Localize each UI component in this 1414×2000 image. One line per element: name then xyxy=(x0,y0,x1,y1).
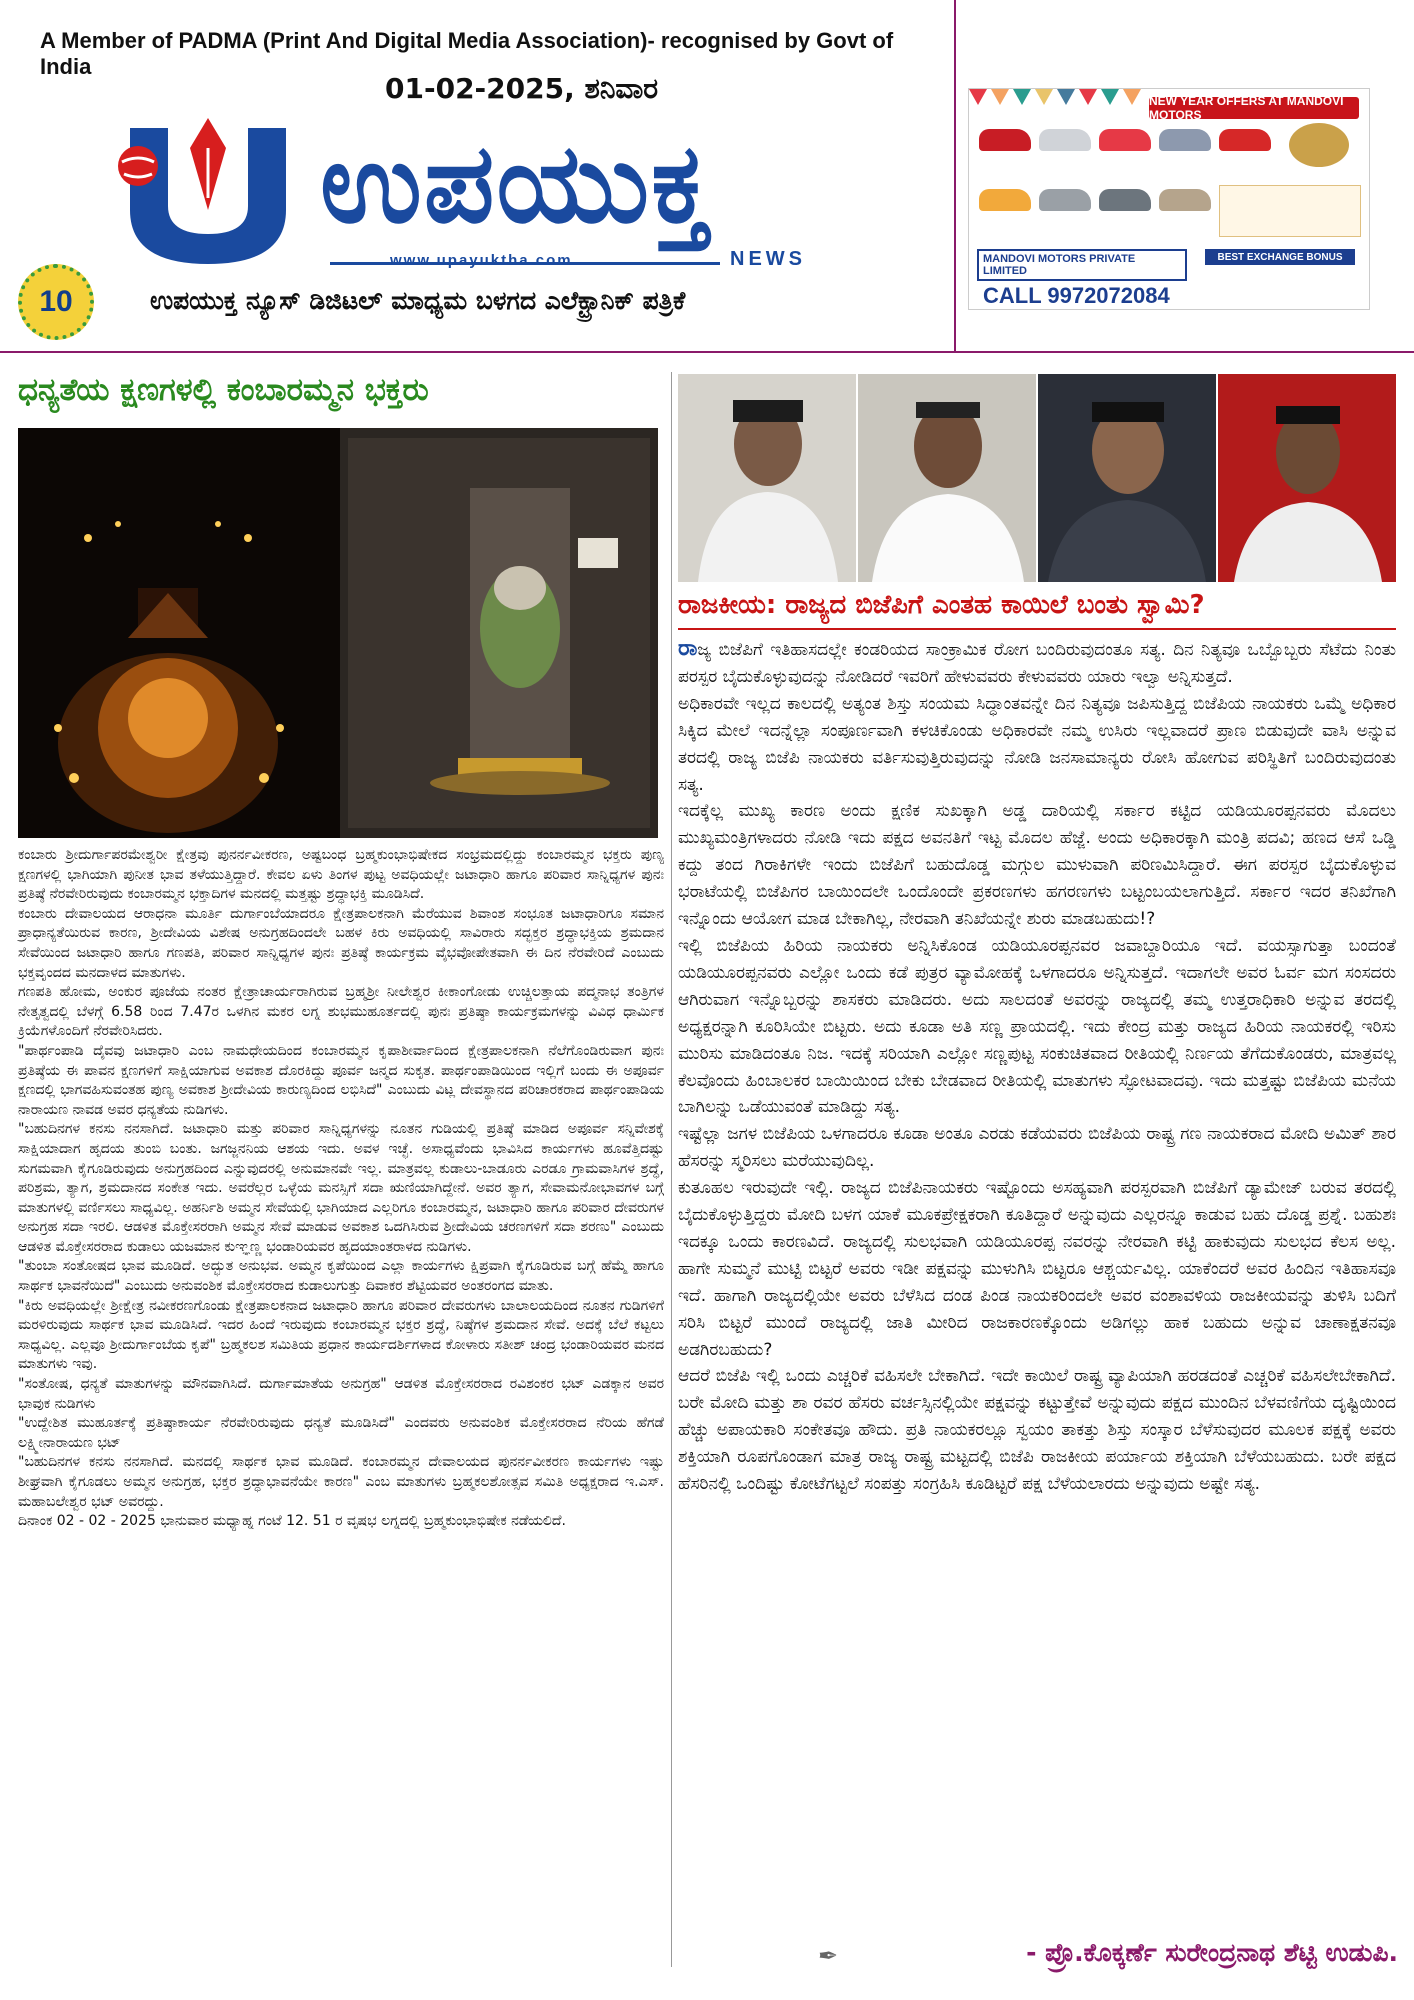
paragraph: "ಬಹುದಿನಗಳ ಕನಸು ನನಸಾಗಿದೆ. ಮನದಲ್ಲಿ ಸಾರ್ಥಕ ಭಾವ ಮೂಡಿದೆ. ಕಂಬಾರಮ್ಮನ ದೇವಾಲಯದ ಪುನರ್ನವೀಕರಣ ಕಾರ್ಯಗಳು ಇಷ್ಟು ಶೀಘ್ರವಾಗಿ ಕೈಗೂಡಲು ಅಮ್ಮನ ಅನುಗ್ರಹ, ಭಕ್ತರ ಶ್ರದ್ಧಾಭಾವನೆಯೇ ಕಾರಣ" ಎಂಬ ಮಾತುಗಳು ಬ್ರಹ್ಮಕಲಶೋತ್ಸವ ಸಮಿತಿ ಅಧ್ಯಕ್ಷರಾದ ಇ.ಎಸ್. ಮಹಾಬಲೇಶ್ವರ ಭಟ್ ಅವರದ್ದು. xyxy=(18,1454,664,1510)
portrait-photo xyxy=(1218,374,1396,582)
paragraph: "ಪಾರ್ಥಂಪಾಡಿ ದೈವವು ಜಟಾಧಾರಿ ಎಂಬ ನಾಮಧೇಯದಿಂದ ಕಂಬಾರಮ್ಮನ ಕೃಪಾಶೀರ್ವಾದಿಂದ ಕ್ಷೇತ್ರಪಾಲಕನಾಗಿ ನೆಲೆಗೊಂಡಿರುವಾಗ ಪುನಃ ಪ್ರತಿಷ್ಠೆಯ ಈ ಪಾವನ ಕ್ಷಣಗಳಿಗೆ ಸಾಕ್ಷಿಯಾಗುವ ಅವಕಾಶ ದೊರಕಿದ್ದು ಪೂರ್ವ ಜನ್ಮದ ಸುಕೃತ. ಪಾರ್ಥಂಪಾಡಿಯಿಂದ ಇಲ್ಲಿಗೆ ಬಂದು ಈ ಅಪೂರ್ವ ಕ್ಷಣದಲ್ಲಿ ಭಾಗವಹಿಸುವಂತಹ ಪುಣ್ಯ ಅವಕಾಶ ಶ್ರೀದೇವಿಯ ಕಾರುಣ್ಯದಿಂದ ಲಭಿಸಿದೆ" ಎಂಬುದು ವಿಟ್ಲ ದೇವಸ್ಥಾನದ ಪರಿಚಾರಕರಾದ ಪಾರ್ಥಂಪಾಡಿಯ ನಾರಾಯಣ ನಾವಡ ಅವರ ಧನ್ಯತೆಯ ನುಡಿಗಳು. xyxy=(18,1042,664,1118)
paragraph: ಆದರೆ ಬಿಜೆಪಿ ಇಲ್ಲಿ ಒಂದು ಎಚ್ಚರಿಕೆ ವಹಿಸಲೇ ಬೇಕಾಗಿದೆ. ಇದೇ ಕಾಯಿಲೆ ರಾಷ್ಟ್ರ ವ್ಯಾಪಿಯಾಗಿ ಹರಡದಂತೆ ಎಚ್ಚರಿಕೆ ವಹಿಸಲೇಬೇಕಾಗಿದೆ. ಬರೇ ಮೋದಿ ಮತ್ತು ಶಾ ರವರ ಹೆಸರು ವರ್ಚಸ್ಸಿನಲ್ಲಿಯೇ ಪಕ್ಷವನ್ನು ಕಟ್ಟುತ್ತೇವೆ ಅನ್ನುವುದು ಪಕ್ಷದ ಮುಂದಿನ ಬೆಳವಣಿಗೆಯ ದೃಷ್ಟಿಯಿಂದ ಹೆಚ್ಚು ಅಪಾಯಕಾರಿ ಸಂಕೇತವೂ ಹೌದು. ಪ್ರತಿ ನಾಯಕರಲ್ಲೂ ಸ್ವಯಂ ತಾಕತ್ತು ಶಿಸ್ತು ಸಂಸ್ಕಾರ ಬೆಳೆಸುವುದರ ಮೂಲಕ ಪಕ್ಷಕ್ಕೆ ಅವರು ಶಕ್ತಿಯಾಗಿ ರೂಪಗೊಂಡಾಗ ಮಾತ್ರ ರಾಜ್ಯ ರಾಷ್ಟ್ರ ಮಟ್ಟದಲ್ಲಿ ಬಿಜೆಪಿ ರಾಜಕೀಯ ಪರ್ಯಾಯ ಶಕ್ತಿಯಾಗಿ ಬೆಳೆಯಬಹುದು. ಬರೇ ಪಕ್ಷದ ಹೆಸರಿನಲ್ಲಿ ಒಂದಿಷ್ಟು ಕೋಟೆಗಟ್ಟಲೆ ಸಂಪತ್ತು ಸಂಗ್ರಹಿಸಿ ಕೂಡಿಟ್ಟರೆ ಪಕ್ಷ ಬೆಳೆಯಲಾರದು ಅನ್ನುವುದು ಅಷ್ಟೇ ಸತ್ಯ. xyxy=(678,1366,1396,1495)
portrait-photo xyxy=(1038,374,1216,582)
membership-line: A Member of PADMA (Print And Digital Media Association)- recognised by Govt of India xyxy=(40,28,894,79)
car-image xyxy=(1039,129,1091,151)
temple-photo-illustration xyxy=(18,428,658,838)
paragraph: ಇದಕ್ಕೆಲ್ಲ ಮುಖ್ಯ ಕಾರಣ ಅಂದು ಕ್ಷಣಿಕ ಸುಖಕ್ಕಾಗಿ ಅಡ್ಡ ದಾರಿಯಲ್ಲಿ ಸರ್ಕಾರ ಕಟ್ಟಿದ ಯಡಿಯೂರಪ್ಪನವರು ಮೊದಲು ಮುಖ್ಯಮಂತ್ರಿಗಳಾದರು ನೋಡಿ ಇದು ಪಕ್ಷದ ಅವನತಿಗೆ ಇಟ್ಟ ಮೊದಲ ಹೆಜ್ಜೆ. ಅಂದು ಅಧಿಕಾರಕ್ಕಾಗಿ ಮಂತ್ರಿ ಪದವಿ; ಹಣದ ಆಸೆ ಒಡ್ಡಿ ಕದ್ದು ತಂದ ಗಿರಾಕಿಗಳೇ ಇಂದು ಬಿಜೆಪಿಗೆ ಬಹುದೊಡ್ಡ ಮಗ್ಗುಲ ಮುಳುವಾಗಿ ಪರಿಣಮಿಸಿದ್ದಾರೆ. ಈಗ ಪರಸ್ಪರ ಬೈದುಕೊಳ್ಳುವ ಭರಾಟೆಯಲ್ಲಿ ಬಿಜೆಪಿಗರ ಬಾಯಿಂದಲೇ ಒಂದೊಂದೇ ಪ್ರಕರಣಗಳು ಹಗರಣಗಳು ಬಟ್ಟಂಬಯಲಾಗುತ್ತಿದೆ. ಸರ್ಕಾರ ಇದರ ತನಿಖೆಗಾಗಿ ಇನ್ನೊಂದು ಆಯೋಗ ಮಾಡ ಬೇಕಾಗಿಲ್ಲ, ನೇರವಾಗಿ ತನಿಖೆಯನ್ನೇ ಶುರು ಮಾಡಬಹುದು!? xyxy=(678,801,1396,930)
globe-icon xyxy=(118,146,158,186)
anniversary-badge: 10 xyxy=(18,264,94,340)
header-divider-horizontal xyxy=(0,351,1414,353)
author-byline: - ಪ್ರೊ.ಕೊಕ್ಕರ್ಣೆ ಸುರೇಂದ್ರನಾಥ ಶೆಟ್ಟಿ ಉಡುಪಿ. xyxy=(1026,1938,1398,1967)
car-image xyxy=(1159,129,1211,151)
car-image xyxy=(979,129,1031,151)
dealer-phone[interactable]: CALL 9972072084 xyxy=(983,283,1170,308)
first-paragraph-text: ಜ್ಯ ಬಿಜೆಪಿಗೆ ಇತಿಹಾಸದಲ್ಲೇ ಕಂಡರಿಯದ ಸಾಂಕ್ರಾಮಿಕ ರೋಗ ಬಂದಿರುವುದಂತೂ ಸತ್ಯ. ದಿನ ನಿತ್ಯವೂ ಒಬ್ಬೊಬ್ಬರು ಸೆಟೆದು ನಿಂತು ಪರಸ್ಪರ ಬೈದುಕೊಳ್ಳುವುದನ್ನು ನೋಡಿದರೆ ಇವರಿಗೆ ಹೇಳುವವರು ಕೇಳುವವರು ಯಾರು ಇಲ್ವಾ ಅನ್ನಿಸುತ್ತದೆ. xyxy=(678,640,1396,687)
column-divider xyxy=(671,372,672,1967)
temple-photos xyxy=(18,428,658,838)
paragraph: ದಿನಾಂಕ 02 - 02 - 2025 ಭಾನುವಾರ ಮಧ್ಯಾಹ್ನ ಗಂಟೆ 12. 51 ರ ವೃಷಭ ಲಗ್ನದಲ್ಲಿ ಬ್ರಹ್ಮಕುಂಭಾಭಿಷೇಕ ನಡೆಯಲಿದೆ. xyxy=(18,1513,566,1530)
car-image xyxy=(1099,189,1151,211)
car-image xyxy=(1039,189,1091,211)
car-image xyxy=(1099,129,1151,151)
paragraph: ಕಂಬಾರು ಶ್ರೀದುರ್ಗಾಪರಮೇಶ್ವರೀ ಕ್ಷೇತ್ರವು ಪುನರ್ನವೀಕರಣ, ಅಷ್ಟಬಂಧ ಬ್ರಹ್ಮಕುಂಭಾಭಿಷೇಕದ ಸಂಭ್ರಮದಲ್ಲಿದ್ದು ಕಂಬಾರಮ್ಮನ ಭಕ್ತರು ಪುಣ್ಯ ಕ್ಷಣಗಳಲ್ಲಿ ಭಾಗಿಯಾಗಿ ಪುನೀತ ಭಾವ ತಳೆಯುತ್ತಿದ್ದಾರೆ. ಕೇವಲ ಏಳು ತಿಂಗಳ ಪುಟ್ಟ ಅವಧಿಯಲ್ಲೇ ಜಟಾಧಾರಿ ಹಾಗೂ ಪರಿವಾರ ಸಾನ್ನಿಧ್ಯಗಳ ಪುನಃ ಪ್ರತಿಷ್ಠೆ ನೆರವೇರಿರುವುದು ಕಂಬಾರಮ್ಮನ ಭಕ್ತಾದಿಗಳ ಮನದಲ್ಲಿ ಮತ್ತಷ್ಟು ಶ್ರದ್ಧಾಭಕ್ತಿ ಮೂಡಿಸಿದೆ. xyxy=(18,847,664,903)
paragraph: "ಬಹುದಿನಗಳ ಕನಸು ನನಸಾಗಿದೆ. ಜಟಾಧಾರಿ ಮತ್ತು ಪರಿವಾರ ಸಾನ್ನಿಧ್ಯಗಳನ್ನು ನೂತನ ಗುಡಿಯಲ್ಲಿ ಪ್ರತಿಷ್ಠೆ ಮಾಡಿದ ಅಪೂರ್ವ ಸನ್ನಿವೇಶಕ್ಕೆ ಸಾಕ್ಷಿಯಾದಾಗ ಹೃದಯ ತುಂಬಿ ಬಂತು. ಜಗಜ್ಜನನಿಯ ಆಶಯ ಇದು. ಅವಳ ಇಚ್ಛೆ. ಅಸಾಧ್ಯವೆಂದು ಭಾವಿಸಿದ ಕಾರ್ಯಗಳು ಹೂವೆತ್ತಿದಷ್ಟು ಸುಗಮವಾಗಿ ಕೈಗೂಡಿರುವುದು ಅನುಗ್ರಹದಿಂದ ಎನ್ನುವುದರಲ್ಲಿ ಅನುಮಾನವೇ ಇಲ್ಲ. ಮಾತ್ರವಲ್ಲ ಕುಡಾಲು-ಬಾಡೂರು ಎರಡೂ ಗ್ರಾಮವಾಸಿಗಳ ಶ್ರದ್ಧೆ, ಪರಿಶ್ರಮ, ತ್ಯಾಗ, ಶ್ರಮದಾನದ ಸಂಕೇತ ಇದು. ಅವರೆಲ್ಲರ ಒಳ್ಳೆಯ ಮನಸ್ಸಿಗೆ ಸದಾ ಋಣಿಯಾಗಿದ್ದೇನೆ. ಅವರ ತ್ಯಾಗ, ಸೇವಾಮನೋಭಾವಗಳ ಬಗ್ಗೆ ಮಾತುಗಳಲ್ಲಿ ವರ್ಣಿಸಲು ಸಾಧ್ಯವಿಲ್ಲ. ಅಹರ್ನಿಶಿ ಅಮ್ಮನ ಸೇವೆಯಲ್ಲಿ ಭಾಗಿಯಾದ ಎಲ್ಲರಿಗೂ ಕಂಬಾರಮ್ಮನ, ಜಟಾಧಾರಿ ಹಾಗೂ ಪರಿವಾರ ದೇವರುಗಳ ಅನುಗ್ರಹ ಸದಾ ಇರಲಿ. ಆಡಳಿತ ಮೊಕ್ತೇಸರರಾಗಿ ಅಮ್ಮನ ಸೇವೆ ಮಾಡುವ ಅವಕಾಶ ಒದಗಿಸಿರುವ ಶ್ರೀದೇವಿಯ ಚರಣಗಳಿಗೆ ಸದಾ ಶರಣು" ಎಂಬುದು ಆಡಳಿತ ಮೊಕ್ತೇಸರರಾದ ಕುಡಾಲು ಯಜಮಾನ ಕುಞ್ಞಣ್ಣ ಭಂಡಾರಿಯವರ ಹೃದಯಾಂತರಾಳದ ನುಡಿಗಳು. xyxy=(18,1121,664,1255)
politician-photos xyxy=(678,374,1396,582)
logo-emblem xyxy=(110,118,320,268)
left-article-body xyxy=(18,846,664,1532)
right-article-body xyxy=(678,636,1396,1498)
car-image xyxy=(1219,129,1271,151)
left-headline: ಧನ್ಯತೆಯ ಕ್ಷಣಗಳಲ್ಲಿ ಕಂಬಾರಮ್ಮನ ಭಕ್ತರು xyxy=(18,372,429,408)
paragraph: "ಉದ್ದೇಶಿತ ಮುಹೂರ್ತಕ್ಕೆ ಪ್ರತಿಷ್ಠಾಕಾರ್ಯ ನೆರವೇರಿರುವುದು ಧನ್ಯತೆ ಮೂಡಿಸಿದೆ" ಎಂದವರು ಅನುವಂಶಿಕ ಮೊಕ್ತೇಸರರಾದ ನೆರಿಯ ಹೆಗಡೆ ಲಕ್ಷ್ಮೀನಾರಾಯಣ ಭಟ್ xyxy=(18,1415,664,1451)
site-url[interactable]: www.upayuktha.com xyxy=(390,252,573,269)
dropcap: ರಾ xyxy=(678,636,698,661)
anniversary-seal xyxy=(1289,123,1349,167)
issue-date: 01-02-2025, ಶನಿವಾರ xyxy=(385,72,659,105)
right-headline: ರಾಜಕೀಯ: ರಾಜ್ಯದ ಬಿಜೆಪಿಗೆ ಎಂತಹ ಕಾಯಿಲೆ ಬಂತು ಸ್ವಾಮಿ? xyxy=(678,589,1205,620)
advertisement[interactable] xyxy=(968,88,1370,310)
paragraph: "ತುಂಬಾ ಸಂತೋಷದ ಭಾವ ಮೂಡಿದೆ. ಅದ್ಭುತ ಅನುಭವ. ಅಮ್ಮನ ಕೃಪೆಯಿಂದ ಎಲ್ಲಾ ಕಾರ್ಯಗಳು ಕ್ಷಿಪ್ರವಾಗಿ ಕೈಗೂಡಿರುವ ಬಗ್ಗೆ ಹೆಮ್ಮೆ ಹಾಗೂ ಸಾರ್ಥಕ ಭಾವನೆಯಿದೆ" ಎಂಬುದು ಅನುವಂಶಿಕ ಮೊಕ್ತೇಸರರಾದ ಕುಡಾಲುಗುತ್ತು ದಿವಾಕರ ಶೆಟ್ಟಿಯವರ ಅಂತರಂಗದ ಮಾತು. xyxy=(18,1258,664,1295)
news-label: NEWS xyxy=(730,248,806,270)
paragraph: ಇಲ್ಲಿ ಬಿಜೆಪಿಯ ಹಿರಿಯ ನಾಯಕರು ಅನ್ನಿಸಿಕೊಂಡ ಯಡಿಯೂರಪ್ಪನವರ ಜವಾಬ್ದಾರಿಯೂ ಇದೆ. ವಯಸ್ಸಾಗುತ್ತಾ ಬಂದಂತೆ ಯಡಿಯೂರಪ್ಪನವರು ಎಲ್ಲೋ ಒಂದು ಕಡೆ ಪುತ್ರರ ವ್ಯಾಮೋಹಕ್ಕೆ ಒಳಗಾದರೂ ಅನ್ನಿಸುತ್ತದೆ. ಇದಾಗಲೇ ಅವರ ಓರ್ವ ಮಗ ಸಂಸದರು ಆಗಿರುವಾಗ ಇನ್ನೊಬ್ಬರನ್ನು ಶಾಸಕರು ಮಾಡಿದರು. ಅದು ಸಾಲದಂತೆ ಅವರನ್ನು ರಾಜ್ಯದಲ್ಲಿ ತಮ್ಮ ಉತ್ತರಾಧಿಕಾರಿ ಅನ್ನುವ ತರದಲ್ಲಿ ಅಧ್ಯಕ್ಷರನ್ನಾಗಿ ಕೂರಿಸಿಯೇ ಬಿಟ್ಟರು. ಅದು ಕೂಡಾ ಅತಿ ಸಣ್ಣ ಪ್ರಾಯದಲ್ಲಿ. ಇದು ಕೇಂದ್ರ ಮತ್ತು ರಾಜ್ಯದ ಹಿರಿಯ ನಾಯಕರಲ್ಲಿ ಇರಿಸು ಮುರಿಸು ಮಾಡಿದಂತೂ ನಿಜ. ಇದಕ್ಕೆ ಸರಿಯಾಗಿ ಎಲ್ಲೋ ಸಣ್ಣಪುಟ್ಟ ಸಂಕುಚಿತವಾದ ರೀತಿಯಲ್ಲಿ ನಿರ್ಣಯ ತೆಗೆದುಕೊಂಡರು, ಮಾತ್ರವಲ್ಲ ಕೆಲವೊಂದು ಹಿಂಬಾಲಕರ ಬಾಯಿಯಿಂದ ಬೇಕು ಬೇಡವಾದ ರೀತಿಯಲ್ಲಿ ಮಾತುಗಳು ಸ್ಫೋಟವಾದವು. ಇದು ಮತ್ತಷ್ಟು ಬಿಜೆಪಿಯ ಮನೆಯ ಬಾಗಿಲನ್ನು ಒಡೆಯುವಂತೆ ಮಾಡಿದ್ದು ಸತ್ಯ. xyxy=(678,935,1396,1118)
quill-icon: ✒ xyxy=(818,1942,839,1970)
paragraph: "ಸಂತೋಷ, ಧನ್ಯತೆ ಮಾತುಗಳನ್ನು ಮೌನವಾಗಿಸಿದೆ. ದುರ್ಗಾಮಾತೆಯ ಅನುಗ್ರಹ" ಆಡಳಿತ ಮೊಕ್ತೇಸರರಾದ ರವಿಶಂಕರ ಭಟ್ ಎಡಕ್ಕಾನ ಅವರ ಭಾವುಕ ನುಡಿಗಳು xyxy=(18,1376,664,1412)
portrait-photo xyxy=(678,374,856,582)
car-image xyxy=(1159,189,1211,211)
header-divider-vertical xyxy=(954,0,956,352)
paragraph: ಅಧಿಕಾರವೇ ಇಲ್ಲದ ಕಾಲದಲ್ಲಿ ಅತ್ಯಂತ ಶಿಸ್ತು ಸಂಯಮ ಸಿದ್ಧಾಂತವನ್ನೇ ದಿನ ನಿತ್ಯವೂ ಜಪಿಸುತ್ತಿದ್ದ ಬಿಜೆಪಿಯ ನಾಯಕರು ಒಮ್ಮೆ ಅಧಿಕಾರ ಸಿಕ್ಕಿದ ಮೇಲೆ ಇದನ್ನೆಲ್ಲಾ ಸಂಪೂರ್ಣವಾಗಿ ಕಳಚಿಕೊಂಡು ಅಧಿಕಾರವೇ ನಮ್ಮ ಉಸಿರು ಇಲ್ಲವಾದರೆ ಪ್ರಾಣ ಬಿಡುವುದೇ ವಾಸಿ ಅನ್ನುವ ತರದಲ್ಲಿ ರಾಜ್ಯ ಬಿಜೆಪಿ ನಾಯಕರು ವರ್ತಿಸುವುತ್ತಿರುವುದನ್ನು ನೋಡಿ ಜನಸಾಮಾನ್ಯರು ರೋಸಿ ಹೋಗುವ ಪರಿಸ್ಥಿತಿಗೆ ಬಂದಿರುವುದಂತು ಸತ್ಯ. xyxy=(678,693,1396,795)
brand-name: ಉಪಯುಕ್ತ xyxy=(320,119,713,247)
paragraph: "ಕಿರು ಅವಧಿಯಲ್ಲೇ ಶ್ರೀಕ್ಷೇತ್ರ ನವೀಕರಣಗೊಂಡು ಕ್ಷೇತ್ರಪಾಲಕನಾದ ಜಟಾಧಾರಿ ಹಾಗೂ ಪರಿವಾರ ದೇವರುಗಳು ಬಾಲಾಲಯದಿಂದ ನೂತನ ಗುಡಿಗಳಿಗೆ ಮರಳಿರುವುದು ಸಾರ್ಥಕ ಭಾವ ಮೂಡಿಸಿದೆ. ಇದರ ಹಿಂದೆ ಇರುವುದು ಕಂಬಾರಮ್ಮನ ಭಕ್ತರ ಶ್ರದ್ಧೆ, ನಿಷ್ಠೆಗಳ ಶ್ರಮದಾನ ಸೇವೆ. ಅದಕ್ಕೆ ಬೆಲೆ ಕಟ್ಟಲು ಸಾಧ್ಯವಿಲ್ಲ. ಎಲ್ಲವೂ ಶ್ರೀದುರ್ಗಾಂಬೆಯ ಕೃಪೆ" ಬ್ರಹ್ಮಕಲಶ ಸಮಿತಿಯ ಪ್ರಧಾನ ಕಾರ್ಯದರ್ಶಿಗಳಾದ ಕೋಳಾರು ಸತೀಶ್ ಚಂದ್ರ ಭಂಡಾರಿಯವರ ಮನದ ಮಾತುಗಳು ಇವು. xyxy=(18,1297,664,1373)
dealer-logo: MANDOVI MOTORS PRIVATE LIMITED xyxy=(977,249,1187,281)
tagline: ಉಪಯುಕ್ತ ನ್ಯೂಸ್ ಡಿಜಿಟಲ್ ಮಾಧ್ಯಮ ಬಳಗದ ಎಲೆಕ್ಟ್ರಾನಿಕ್ ಪತ್ರಿಕೆ xyxy=(150,286,686,315)
headline-rule xyxy=(678,628,1396,630)
paragraph: ಇಷ್ಟೆಲ್ಲಾ ಜಗಳ ಬಿಜೆಪಿಯ ಒಳಗಾದರೂ ಕೂಡಾ ಅಂತೂ ಎರಡು ಕಡೆಯವರು ಬಿಜೆಪಿಯ ರಾಷ್ಟ್ರ ಗಣ ನಾಯಕರಾದ ಮೋದಿ ಅಮಿತ್ ಶಾರ ಹೆಸರನ್ನು ಸ್ಮರಿಸಲು ಮರೆಯುವುದಿಲ್ಲ. xyxy=(678,1124,1396,1172)
ad-offer-text-box xyxy=(1219,185,1361,237)
exchange-bonus: BEST EXCHANGE BONUS xyxy=(1205,249,1355,265)
paragraph: ಗಣಪತಿ ಹೋಮ, ಅಂಕುರ ಪೂಜೆಯ ನಂತರ ಕ್ಷೇತ್ರಾಚಾರ್ಯರಾಗಿರುವ ಬ್ರಹ್ಮಶ್ರೀ ನೀಲೇಶ್ವರ ಕೀಕಾಂಗೋಡು ಉಚ್ಚಿಲತ್ತಾಯ ಪದ್ಮನಾಭ ತಂತ್ರಿಗಳ ನೇತೃತ್ವದಲ್ಲಿ ಬೆಳಗ್ಗೆ 6.58 ರಿಂದ 7.47ರ ಒಳಗಿನ ಮಕರ ಲಗ್ನ ಶುಭಮುಹೂರ್ತದಲ್ಲಿ ಪುನಃ ಪ್ರತಿಷ್ಠಾ ಕಾರ್ಯಕ್ರಮಗಳನ್ನು ವಿವಿಧ ಧಾರ್ಮಿಕ ಕ್ರಿಯೆಗಳೊಂದಿಗೆ ನೆರವೇರಿಸಿದರು. xyxy=(18,984,664,1040)
paragraph: ಕುತೂಹಲ ಇರುವುದೇ ಇಲ್ಲಿ. ರಾಜ್ಯದ ಬಿಜೆಪಿನಾಯಕರು ಇಷ್ಟೊಂದು ಅಸಹ್ಯವಾಗಿ ಪರಸ್ಪರವಾಗಿ ಬಿಜೆಪಿಗೆ ಡ್ಯಾಮೇಜ್ ಬರುವ ತರದಲ್ಲಿ ಬೈದುಕೊಳ್ಳುತ್ತಿದ್ದರು ಮೋದಿ ಬಳಗ ಯಾಕೆ ಮೂಕಪ್ರೇಕ್ಷಕರಾಗಿ ಕೂತಿದ್ದಾರೆ ಅನ್ನುವುದು ಎಲ್ಲರನ್ನೂ ಕಾಡುವ ಬಹು ದೊಡ್ಡ ಪ್ರಶ್ನೆ. ಬಹುಶಃ ಇದಕ್ಕೂ ಒಂದು ಕಾರಣವಿದೆ. ರಾಜ್ಯದಲ್ಲಿ ಸುಲಭವಾಗಿ ಯಡಿಯೂರಪ್ಪ ನವರನ್ನು ನೇರವಾಗಿ ಕಟ್ಟಿ ಹಾಕುವುದು ಸುಲಭದ ಕೆಲಸ ಅಲ್ಲ. ಹಾಗೇ ಸುಮ್ಮನೆ ಮುಟ್ಟಿ ಬಿಟ್ಟರೆ ಅವರು ಇಡೀ ಪಕ್ಷವನ್ನು ಮುಳುಗಿಸಿ ಬಿಟ್ಟರೂ ಆಶ್ಚರ್ಯವಿಲ್ಲ. ಯಾಕೆಂದರೆ ಅವರ ಹಿಂದಿನ ಇತಿಹಾಸವೂ ಇದೆ. ಹಾಗಾಗಿ ರಾಜ್ಯದಲ್ಲಿಯೇ ಅವರು ಬೆಳೆಸಿದ ದಂಡ ಪಿಂಡ ನಾಯಕರಿಂದಲೇ ಅವರ ವಂಶಾವಳಿಯ ರಾಜಕೀಯವನ್ನು ತುಳಿಸಿ ಬದಿಗೆ ಸರಿಸಿ ಬಿಟ್ಟರೆ ಮುಂದೆ ರಾಜ್ಯದಲ್ಲಿ ಜಾತಿ ಮೀರಿದ ರಾಜಕಾರಣಕ್ಕೊಂದು ಅಡಿಗಲ್ಲು ಹಾಕ ಬಹುದು ಅನ್ನುವ ಚಾಣಾಕ್ಷತನವೂ ಅಡಗಿರಬಹುದು? xyxy=(678,1178,1396,1360)
car-image xyxy=(979,189,1031,211)
paragraph: ಕಂಬಾರು ದೇವಾಲಯದ ಆರಾಧನಾ ಮೂರ್ತಿ ದುರ್ಗಾಂಬೆಯಾದರೂ ಕ್ಷೇತ್ರಪಾಲಕನಾಗಿ ಮೆರೆಯುವ ಶಿವಾಂಶ ಸಂಭೂತ ಜಟಾಧಾರಿಗೂ ಸಮಾನ ಪ್ರಾಧಾನ್ಯತೆಯಿರುವ ಕಾರಣ, ಶ್ರೀದೇವಿಯ ವಿಶೇಷ ಅನುಗ್ರಹದಿಂದಲೇ ಬಹಳ ಕಿರು ಅವಧಿಯಲ್ಲಿ ಸಾವಿರಾರು ಸದ್ಭಕ್ತರ ಶ್ರದ್ಧಾಭಕ್ತಿಯ ಶ್ರಮದಾನ ಸೇವೆಯಿಂದ ಜಟಾಧಾರಿ ಹಾಗೂ ಗಣಪತಿ, ಪರಿವಾರ ಸಾನ್ನಿಧ್ಯಗಳ ಪುನಃ ಪ್ರತಿಷ್ಠೆ ಕಾರ್ಯಕ್ರಮ ವೈಭವೋಪೇತವಾಗಿ ಈ ದಿನ ನೆರವೇರಿದೆ ಎಂಬುದು ಭಕ್ತವೃಂದದ ಮನದಾಳದ ಮಾತುಗಳು. xyxy=(18,905,664,981)
ad-offer-banner: NEW YEAR OFFERS AT MANDOVI MOTORS xyxy=(1149,97,1359,119)
first-paragraph xyxy=(678,636,1396,691)
portrait-photo xyxy=(858,374,1036,582)
